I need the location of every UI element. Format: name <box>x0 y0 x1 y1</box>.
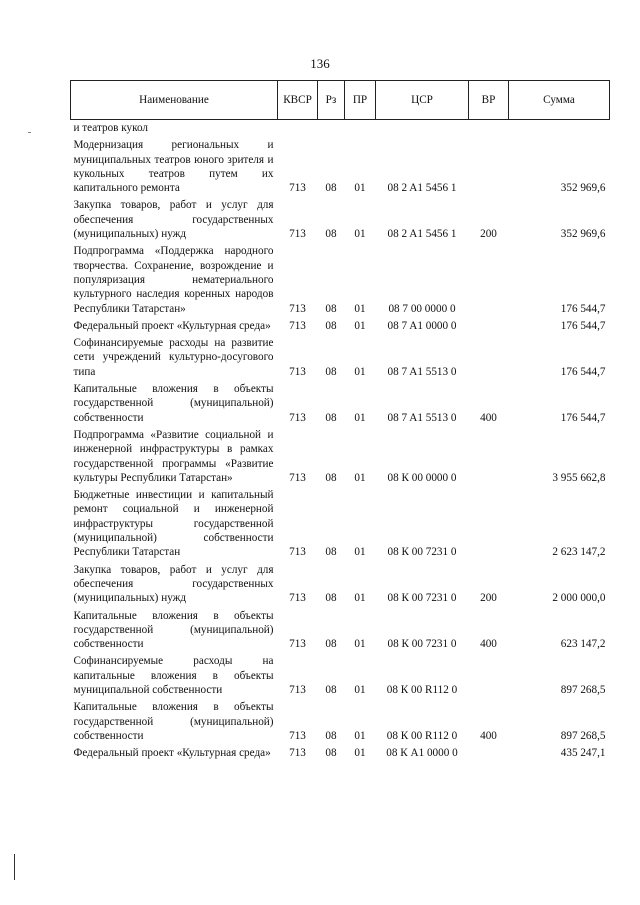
cell-pr: 01 <box>354 182 366 195</box>
cell-csr: 08 7 00 0000 0 <box>388 302 456 315</box>
cell-rz: 08 <box>325 729 337 742</box>
cell-kvsr: 713 <box>289 729 306 742</box>
cell-pr: 01 <box>354 319 366 332</box>
cell-rz: 08 <box>325 228 337 241</box>
cell-csr: 08 К 00 7231 0 <box>387 546 457 559</box>
table-row <box>71 428 610 488</box>
table-row <box>71 488 610 562</box>
cell-pr: 01 <box>354 228 366 241</box>
table-row <box>71 244 610 318</box>
table-row <box>71 700 610 746</box>
cell-name: Федеральный проект «Культурная среда» <box>73 747 271 760</box>
cell-sum <box>509 120 610 139</box>
cell-csr: 08 К A1 0000 0 <box>386 747 458 760</box>
cell-vr <box>469 336 509 382</box>
cell-csr: 08 2 A1 5456 1 <box>387 182 457 195</box>
cell-name: Софинансируемые расходы на капитальные вложения в объекты муниципальной собственности <box>73 655 274 696</box>
cell-pr: 01 <box>354 592 366 605</box>
cell-pr: 01 <box>354 747 366 760</box>
cell-name: Модернизация региональных и муниципальных театров юного зрителя и кукольных театров путем их капитального ремонта <box>73 139 274 195</box>
cell-sum: 435 247,1 <box>560 747 606 760</box>
table-row <box>71 120 610 139</box>
table-row <box>71 746 610 763</box>
cell-vr: 400 <box>480 729 497 742</box>
cell-name: Федеральный проект «Культурная среда» <box>73 319 271 332</box>
header-csr: ЦСР <box>376 81 469 120</box>
cell-pr: 01 <box>354 302 366 315</box>
cell-rz: 08 <box>325 638 337 651</box>
cell-name: Подпрограмма «Поддержка народного творчества. Сохранение, возрождение и популяризация нематериального культурного наследия коренных народов Республики Татарстан» <box>73 245 274 315</box>
cell-vr <box>469 120 509 139</box>
cell-sum: 352 969,6 <box>560 182 606 195</box>
header-row <box>71 81 610 120</box>
cell-vr: 400 <box>480 411 497 424</box>
cell-vr <box>469 654 509 700</box>
cell-rz: 08 <box>325 319 337 332</box>
table-row <box>71 654 610 700</box>
table-row <box>71 609 610 655</box>
cell-vr <box>469 319 509 336</box>
header-sum: Сумма <box>509 81 610 120</box>
cell-rz: 08 <box>325 747 337 760</box>
header-name: Наименование <box>71 81 278 120</box>
cell-vr <box>469 746 509 763</box>
cell-kvsr: 713 <box>289 683 306 696</box>
cell-pr: 01 <box>354 546 366 559</box>
cell-kvsr: 713 <box>289 319 306 332</box>
cell-sum: 176 544,7 <box>560 319 606 332</box>
margin-rule <box>14 854 15 880</box>
table-row <box>71 336 610 382</box>
cell-name: и театров кукол <box>73 122 149 134</box>
cell-pr: 01 <box>354 729 366 742</box>
table-row <box>71 382 610 428</box>
cell-name: Закупка товаров, работ и услуг для обеспечения государственных (муниципальных) нужд <box>73 199 274 241</box>
cell-vr <box>469 244 509 318</box>
cell-rz: 08 <box>325 546 337 559</box>
cell-rz: 08 <box>325 592 337 605</box>
cell-kvsr: 713 <box>289 546 306 559</box>
cell-kvsr: 713 <box>289 302 306 315</box>
cell-pr: 01 <box>354 471 366 484</box>
cell-sum: 623 147,2 <box>560 638 606 651</box>
cell-csr: 08 К 00 0000 0 <box>387 471 457 484</box>
cell-csr: 08 К 00 R112 0 <box>386 729 458 742</box>
table-row <box>71 563 610 609</box>
cell-vr <box>469 138 509 198</box>
cell-pr: 01 <box>354 683 366 696</box>
cell-pr: 01 <box>354 411 366 424</box>
cell-sum: 2 000 000,0 <box>552 592 606 605</box>
cell-name: Капитальные вложения в объекты государственной (муниципальной) собственности <box>73 609 274 651</box>
cell-pr <box>345 120 376 139</box>
cell-kvsr: 713 <box>289 747 306 760</box>
cell-csr <box>376 120 469 139</box>
cell-sum: 897 268,5 <box>560 683 606 696</box>
cell-csr: 08 7 A1 5513 0 <box>387 411 457 424</box>
cell-sum: 176 544,7 <box>560 411 606 424</box>
cell-csr: 08 К 00 7231 0 <box>387 638 457 651</box>
cell-pr: 01 <box>354 638 366 651</box>
header-rz: Рз <box>318 81 345 120</box>
cell-csr: 08 К 00 R112 0 <box>386 683 458 696</box>
header-kvsr: КВСР <box>278 81 318 120</box>
cell-rz: 08 <box>325 182 337 195</box>
table-body <box>71 120 610 764</box>
cell-name: Подпрограмма «Развитие социальной и инженерной инфраструктуры в рамках государственной программы «Развитие культуры Республики Татарстан» <box>73 428 274 484</box>
cell-sum: 3 955 662,8 <box>552 471 606 484</box>
cell-sum: 2 623 147,2 <box>552 546 606 559</box>
table-header <box>71 81 610 120</box>
page-number: 136 <box>310 56 330 71</box>
table-row <box>71 198 610 244</box>
cell-sum: 352 969,6 <box>560 228 606 241</box>
header-pr: ПР <box>345 81 376 120</box>
cell-vr: 200 <box>480 228 497 241</box>
cell-rz: 08 <box>325 411 337 424</box>
margin-mark <box>28 132 31 133</box>
cell-sum: 176 544,7 <box>560 365 606 378</box>
table-row <box>71 138 610 198</box>
cell-csr: 08 7 A1 0000 0 <box>387 319 457 332</box>
table-row <box>71 319 610 336</box>
cell-kvsr: 713 <box>289 365 306 378</box>
cell-kvsr: 713 <box>289 411 306 424</box>
cell-pr: 01 <box>354 365 366 378</box>
cell-vr <box>469 488 509 562</box>
cell-vr <box>469 428 509 488</box>
cell-kvsr: 713 <box>289 182 306 195</box>
cell-name: Капитальные вложения в объекты государственной (муниципальной) собственности <box>73 383 274 424</box>
cell-rz: 08 <box>325 471 337 484</box>
cell-csr: 08 2 A1 5456 1 <box>387 228 457 241</box>
cell-sum: 897 268,5 <box>560 729 606 742</box>
cell-rz: 08 <box>325 302 337 315</box>
cell-kvsr: 713 <box>289 228 306 241</box>
cell-kvsr: 713 <box>289 592 306 605</box>
cell-name: Бюджетные инвестиции и капитальный ремонт социальной и инженерной инфраструктуры государственной (муниципальной) собственности Республики Татарстан <box>73 489 274 559</box>
cell-rz <box>318 120 345 139</box>
cell-vr: 400 <box>480 638 497 651</box>
cell-name: Софинансируемые расходы на развитие сети учреждений культурно-досугового типа <box>73 337 274 378</box>
header-vr: ВР <box>469 81 509 120</box>
cell-kvsr: 713 <box>289 471 306 484</box>
cell-csr: 08 К 00 7231 0 <box>387 592 457 605</box>
cell-kvsr: 713 <box>289 638 306 651</box>
cell-csr: 08 7 A1 5513 0 <box>387 365 457 378</box>
cell-name: Капитальные вложения в объекты государственной (муниципальной) собственности <box>73 701 274 742</box>
cell-vr: 200 <box>480 592 497 605</box>
budget-table <box>70 80 610 763</box>
cell-name: Закупка товаров, работ и услуг для обеспечения государственных (муниципальных) нужд <box>73 563 274 605</box>
cell-rz: 08 <box>325 683 337 696</box>
cell-rz: 08 <box>325 365 337 378</box>
cell-sum: 176 544,7 <box>560 302 606 315</box>
cell-kvsr <box>278 120 318 139</box>
